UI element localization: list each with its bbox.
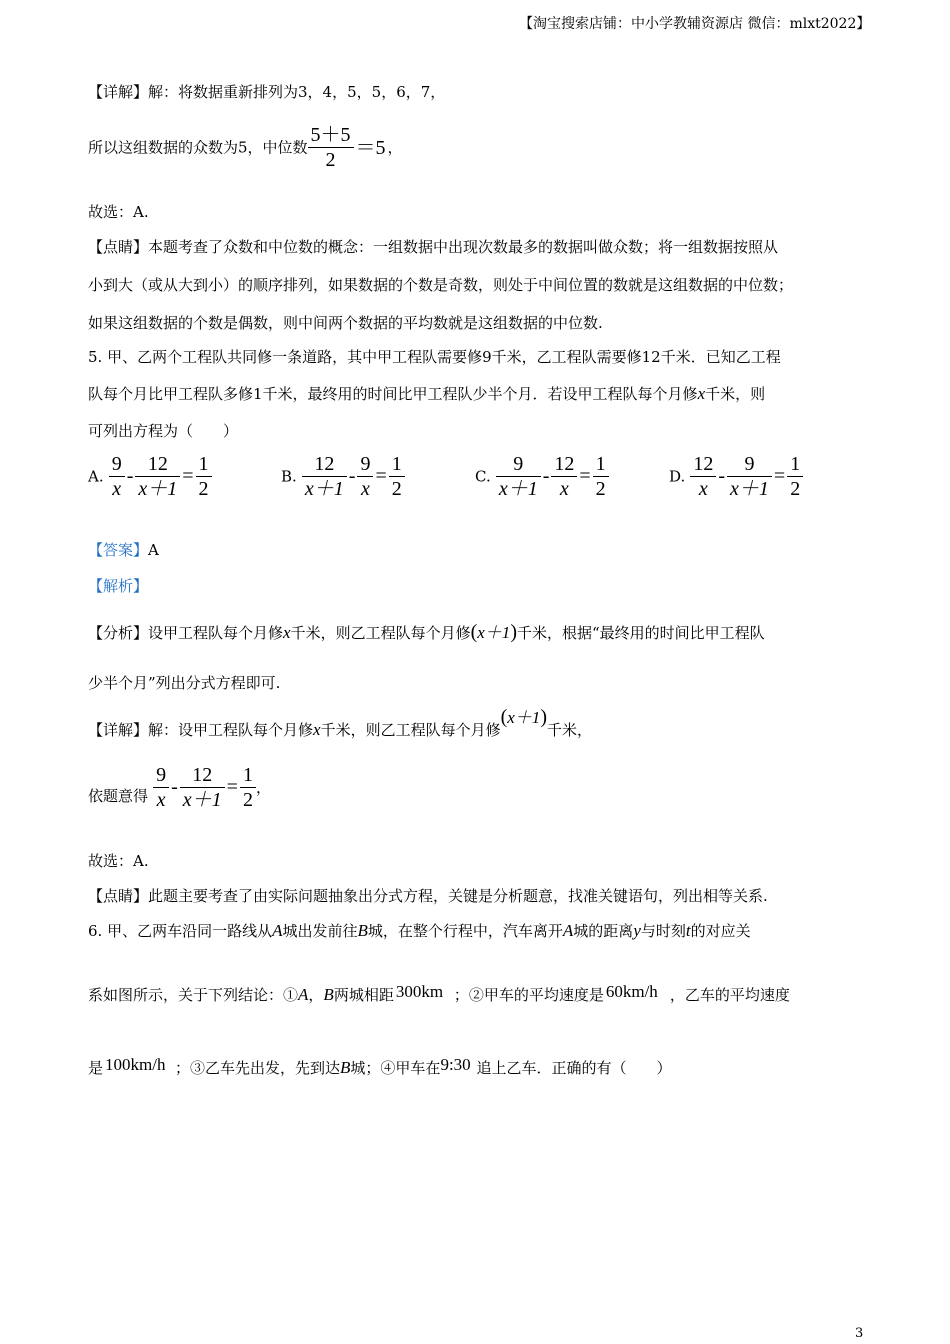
q6-var-b: B xyxy=(340,1058,351,1077)
q4-comment-line3: 如果这组数据的个数是偶数，则中间两个数据的平均数就是这组数据的中位数. xyxy=(88,314,603,332)
right-paren: ) xyxy=(540,706,547,728)
q5-comment-tag: 【点睛】 xyxy=(88,887,149,905)
q6-l2-e: ，乙车的平均速度 xyxy=(669,986,790,1004)
q6-var-b: B xyxy=(357,921,368,940)
frac-denominator: 2 xyxy=(196,476,212,501)
right-paren: ) xyxy=(510,621,517,643)
left-paren: ( xyxy=(500,706,508,728)
q4-median-fraction xyxy=(308,123,354,172)
q4-median-end: ， xyxy=(387,138,403,157)
frac-numerator: 1 xyxy=(242,764,253,786)
q6-l3-c: 城；④甲车在 xyxy=(350,1059,441,1077)
q6-l3-d: 追上乙车．正确的有（ ） xyxy=(476,1059,672,1077)
q5-answer-value: A xyxy=(148,541,159,559)
q5-detail-text-b: 千米，则乙工程队每个月修 xyxy=(320,721,501,739)
q6-line3 xyxy=(88,1055,672,1078)
frac-numerator: 1 xyxy=(391,453,402,475)
q5-option-a[interactable] xyxy=(88,452,212,501)
q5-eq-end: ， xyxy=(255,778,271,797)
q5-equation-line xyxy=(88,763,271,812)
q5-option-b[interactable] xyxy=(281,452,405,501)
q5-stem-line2-b: 千米，则 xyxy=(705,385,766,403)
q4-comment-text1: 本题考查了众数和中位数的概念：一组数据中出现次数最多的数据叫做众数；将一组数据按照从 xyxy=(148,238,779,256)
q5-fenxi-text-c: 千米，根据“最终用的时间比甲工程队 xyxy=(516,624,765,642)
q5-stem-line3: 可列出方程为（ ） xyxy=(88,422,239,440)
q5-detail-text-c: 千米， xyxy=(546,721,592,739)
frac-numerator: 12 xyxy=(314,453,335,475)
frac-numerator: 9 xyxy=(513,453,524,475)
q5-stem-line1: 5. 甲、乙两个工程队共同修一条道路，其中甲工程队需要修9千米，乙工程队需要修12千米．已知乙工程 xyxy=(88,348,781,366)
q5-detail-text-a: 解：设甲工程队每个月修 xyxy=(148,721,314,739)
frac-denominator: x＋1 xyxy=(135,476,180,501)
q5-choice: 故选：A. xyxy=(88,852,149,870)
q5-answer-tag: 【答案】 xyxy=(88,541,149,559)
q4-detail-line xyxy=(88,82,445,102)
q4-median-line xyxy=(88,123,403,172)
frac-denominator: x xyxy=(153,787,169,812)
q6-l2-b: ， xyxy=(308,986,324,1004)
q5-detail-var: x xyxy=(313,720,321,739)
q5-fenxi-line1 xyxy=(88,622,765,643)
page-number: 3 xyxy=(855,1326,864,1341)
q5-detail-line xyxy=(88,706,592,740)
equals-sign: = xyxy=(579,465,591,487)
frac-numerator: 12 xyxy=(192,764,213,786)
header-shop-text: 【淘宝搜索店铺：中小学教辅资源店 微信：mlxt2022】 xyxy=(519,16,871,32)
frac-denominator: 2 xyxy=(389,476,405,501)
q5-stem-line2 xyxy=(88,384,765,404)
q6-l1-e: 与时刻 xyxy=(640,922,686,940)
q5-option-d[interactable] xyxy=(669,452,803,501)
frac-numerator: 9 xyxy=(360,453,371,475)
q5-answer-line xyxy=(88,540,159,560)
q5-detail-expr: x＋1 xyxy=(507,708,541,727)
q5-stem-var: x xyxy=(697,384,706,403)
q5-fenxi-text-a: 设甲工程队每个月修 xyxy=(148,624,284,642)
q6-l3-b: ；③乙车先出发，先到达 xyxy=(175,1059,341,1077)
equals-sign: = xyxy=(773,465,786,487)
q4-median-denominator: 2 xyxy=(308,147,354,172)
q6-var-y: y xyxy=(633,921,641,940)
q6-time: 9:30 xyxy=(440,1055,471,1074)
frac-denominator: x xyxy=(690,476,716,501)
q6-speed-yi: 100km/h xyxy=(105,1055,166,1074)
q5-fenxi-expr: x＋1 xyxy=(477,623,511,642)
frac-numerator: 9 xyxy=(156,764,167,786)
q6-line1 xyxy=(88,921,751,941)
q4-comment-tag: 【点睛】 xyxy=(88,238,149,256)
minus-sign: - xyxy=(718,465,726,487)
q6-l1-f: 的对应关 xyxy=(690,922,751,940)
q6-l2-a: 系如图所示，关于下列结论：① xyxy=(88,986,299,1004)
frac-denominator: 2 xyxy=(787,476,803,501)
q6-l1-b: 城出发前往 xyxy=(282,922,358,940)
option-label: D. xyxy=(669,467,686,486)
q5-eq-pre: 依题意得 xyxy=(88,786,149,805)
q4-median-equals: ＝5 xyxy=(355,136,386,159)
minus-sign: - xyxy=(126,465,134,487)
option-label: C. xyxy=(475,467,491,486)
q6-l2-c: 两城相距 xyxy=(333,986,394,1004)
q5-fenxi-text-b: 千米，则乙工程队每个月修 xyxy=(290,624,471,642)
frac-denominator: 2 xyxy=(593,476,609,501)
q4-mode-text: 所以这组数据的众数为5，中位数 xyxy=(88,138,308,157)
frac-numerator: 1 xyxy=(198,453,209,475)
q4-detail-text: 解：将数据重新排列为3，4，5，5，6，7， xyxy=(148,83,446,101)
q6-l1-c: 城，在整个行程中，汽车离开 xyxy=(367,922,563,940)
q4-choice: 故选：A. xyxy=(88,203,149,221)
q4-comment-line1 xyxy=(88,237,778,257)
frac-denominator: x＋1 xyxy=(302,476,347,501)
q6-var-a: A xyxy=(272,921,283,940)
equals-sign: = xyxy=(375,465,387,487)
q5-comment-text: 此题主要考查了由实际问题抽象出分式方程，关键是分析题意，找准关键语句，列出相等关系. xyxy=(148,887,768,905)
q6-l3-a: 是 xyxy=(88,1059,104,1077)
q5-fenxi-line2: 少半个月”列出分式方程即可. xyxy=(88,674,281,692)
q6-var-b: B xyxy=(323,985,334,1004)
frac-denominator: x＋1 xyxy=(496,476,541,501)
equals-sign: = xyxy=(182,465,194,487)
q6-speed-jia: 60km/h xyxy=(605,982,658,1001)
frac-numerator: 1 xyxy=(595,453,606,475)
frac-numerator: 9 xyxy=(744,453,755,475)
q5-comment-line xyxy=(88,886,768,906)
q5-analysis-tag: 【解析】 xyxy=(88,577,149,595)
q6-var-t: t xyxy=(685,921,691,940)
q5-fenxi-var: x xyxy=(283,623,291,642)
option-label: A. xyxy=(88,467,104,486)
q5-fenxi-tag: 【分析】 xyxy=(88,624,149,642)
left-paren: ( xyxy=(470,621,478,643)
q5-stem-line2-a: 队每个月比甲工程队多修1千米，最终用的时间比甲工程队少半个月．若设甲工程队每个月修 xyxy=(88,385,698,403)
q4-comment-line2: 小到大（或从大到小）的顺序排列，如果数据的个数是奇数，则处于中间位置的数就是这组数据的中位数； xyxy=(88,276,794,294)
minus-sign: - xyxy=(348,465,356,487)
q4-detail-tag: 【详解】 xyxy=(88,83,149,101)
minus-sign: - xyxy=(542,465,550,487)
frac-numerator: 1 xyxy=(790,453,801,475)
frac-numerator: 9 xyxy=(111,453,122,475)
frac-denominator: x xyxy=(357,476,373,501)
frac-denominator: x＋1 xyxy=(727,476,772,501)
q6-line2 xyxy=(88,982,790,1005)
q6-l1-a: 6. 甲、乙两车沿同一路线从 xyxy=(88,922,273,940)
frac-numerator: 12 xyxy=(554,453,575,475)
q6-l2-d: ；②甲车的平均速度是 xyxy=(453,986,604,1004)
equals-sign: = xyxy=(226,776,238,798)
frac-denominator: x xyxy=(109,476,125,501)
q6-var-a: A xyxy=(298,985,309,1004)
frac-denominator: x＋1 xyxy=(180,787,225,812)
frac-denominator: x xyxy=(551,476,577,501)
frac-numerator: 12 xyxy=(693,453,714,475)
q4-median-numerator: 5＋5 xyxy=(310,124,351,146)
q6-distance: 300km xyxy=(395,982,444,1001)
q5-option-c[interactable] xyxy=(475,452,609,501)
q6-var-a: A xyxy=(562,921,574,940)
q5-detail-tag: 【详解】 xyxy=(88,721,149,739)
minus-sign: - xyxy=(171,776,178,798)
frac-denominator: 2 xyxy=(240,787,256,812)
option-label: B. xyxy=(281,467,297,486)
frac-numerator: 12 xyxy=(147,453,168,475)
q6-l1-d: 城的距离 xyxy=(573,922,634,940)
